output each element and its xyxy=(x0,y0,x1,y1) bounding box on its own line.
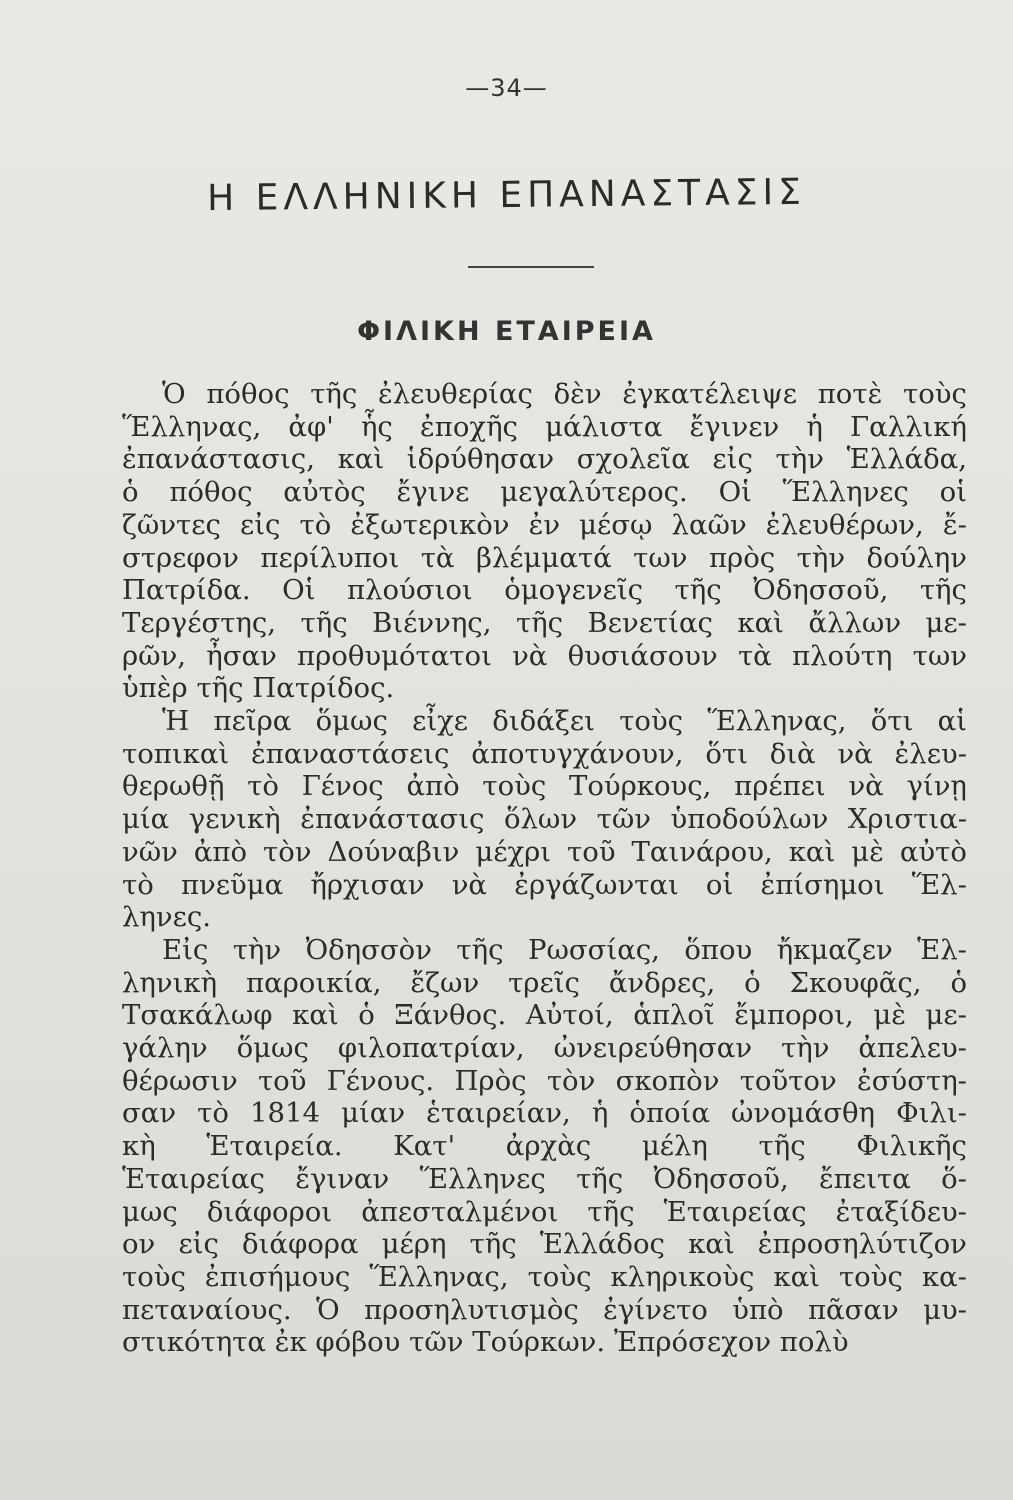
text-line: Πατρίδα. Οἱ πλούσιοι ὁμογενεῖς τῆς Ὀδησσοῦ, τῆς xyxy=(122,574,967,607)
text-line: τὸ πνεῦμα ἤρχισαν νὰ ἐργάζωνται οἱ ἐπίσημοι Ἕλ- xyxy=(122,868,967,901)
text-line: μως διάφοροι ἀπεσταλμένοι τῆς Ἑταιρείας ἐταξίδευ- xyxy=(122,1195,967,1228)
text-line: νῶν ἀπὸ τὸν Δούναβιν μέχρι τοῦ Ταινάρου, καὶ μὲ αὐτὸ xyxy=(122,835,967,868)
text-line: ληνικὴ παροικία, ἔζων τρεῖς ἄνδρες, ὁ Σκουφᾶς, ὁ xyxy=(122,966,967,999)
text-line: ὁ πόθος αὐτὸς ἔγινε μεγαλύτερος. Οἱ Ἕλληνες οἱ xyxy=(122,476,967,509)
section-title: ΦΙΛΙΚΗ ΕΤΑΙΡΕΙΑ xyxy=(357,316,656,347)
text-line: τοὺς ἐπισήμους Ἕλληνας, τοὺς κληρικοὺς καὶ τοὺς κα- xyxy=(122,1260,967,1293)
text-line: ληνες. xyxy=(122,901,212,934)
text-line: στρεφον περίλυποι τὰ βλέμματά των πρὸς τὴν δούλην xyxy=(122,541,967,574)
text-line: σαν τὸ 1814 μίαν ἑταιρείαν, ἡ ὁποία ὠνομάσθη Φιλι- xyxy=(122,1097,967,1130)
body-text xyxy=(122,378,967,1359)
text-line: Ἑταιρείας ἔγιναν Ἕλληνες τῆς Ὀδησσοῦ, ἔπειτα ὅ- xyxy=(122,1162,967,1195)
text-line: γάλην ὅμως φιλοπατρίαν, ὠνειρεύθησαν τὴν ἀπελευ- xyxy=(122,1032,967,1065)
text-line: ρῶν, ἦσαν προθυμότατοι νὰ θυσιάσουν τὰ πλούτη των xyxy=(122,639,967,672)
text-line: Εἰς τὴν Ὀδησσὸν τῆς Ρωσσίας, ὅπου ἤκμαζεν Ἑλ- xyxy=(162,933,967,966)
text-line: ζῶντες εἰς τὸ ἐξωτερικὸν ἐν μέσῳ λαῶν ἐλευθέρων, ἔ- xyxy=(122,508,967,541)
chapter-title: Η ΕΛΛΗΝΙΚΗ ΕΠΑΝΑΣΤΑΣΙΣ xyxy=(206,171,807,220)
text-line: ὑπὲρ τῆς Πατρίδος. xyxy=(122,672,395,705)
text-line: ον εἰς διάφορα μέρη τῆς Ἑλλάδος καὶ ἐπροσηλύτιζον xyxy=(122,1228,967,1261)
text-line: ἐπανάστασις, καὶ ἱδρύθησαν σχολεῖα εἰς τὴν Ἑλλάδα, xyxy=(122,443,967,476)
title-divider xyxy=(468,266,594,268)
text-line: θερωθῇ τὸ Γένος ἀπὸ τοὺς Τούρκους, πρέπει νὰ γίνῃ xyxy=(122,770,967,803)
text-line: Ἡ πεῖρα ὅμως εἶχε διδάξει τοὺς Ἕλληνας, ὅτι αἱ xyxy=(162,705,967,738)
page-number: —34— xyxy=(465,74,548,102)
text-line: θέρωσιν τοῦ Γένους. Πρὸς τὸν σκοπὸν τοῦτον ἐσύστη- xyxy=(122,1064,967,1097)
text-line: στικότητα ἐκ φόβου τῶν Τούρκων. Ἐπρόσεχον πολὺ xyxy=(122,1326,849,1359)
text-line: τοπικαὶ ἐπαναστάσεις ἀποτυγχάνουν, ὅτι διὰ νὰ ἐλευ- xyxy=(122,737,967,770)
text-line: Τεργέστης, τῆς Βιέννης, τῆς Βενετίας καὶ ἄλλων με- xyxy=(122,606,967,639)
text-line: κὴ Ἑταιρεία. Κατ' ἀρχὰς μέλη τῆς Φιλικῆς xyxy=(122,1130,967,1163)
text-line: μία γενικὴ ἐπανάστασις ὅλων τῶν ὑποδούλων Χριστια- xyxy=(122,803,967,836)
text-line: Ὁ πόθος τῆς ἐλευθερίας δὲν ἐγκατέλειψε ποτὲ τοὺς xyxy=(162,378,967,410)
text-line: πεταναίους. Ὁ προσηλυτισμὸς ἐγίνετο ὑπὸ πᾶσαν μυ- xyxy=(122,1293,967,1326)
text-line: Ἕλληνας, ἀφ' ἧς ἐποχῆς μάλιστα ἔγινεν ἡ Γαλλική xyxy=(122,410,967,443)
text-line: Τσακάλωφ καὶ ὁ Ξάνθος. Αὐτοί, ἁπλοῖ ἔμποροι, μὲ με- xyxy=(122,999,967,1032)
